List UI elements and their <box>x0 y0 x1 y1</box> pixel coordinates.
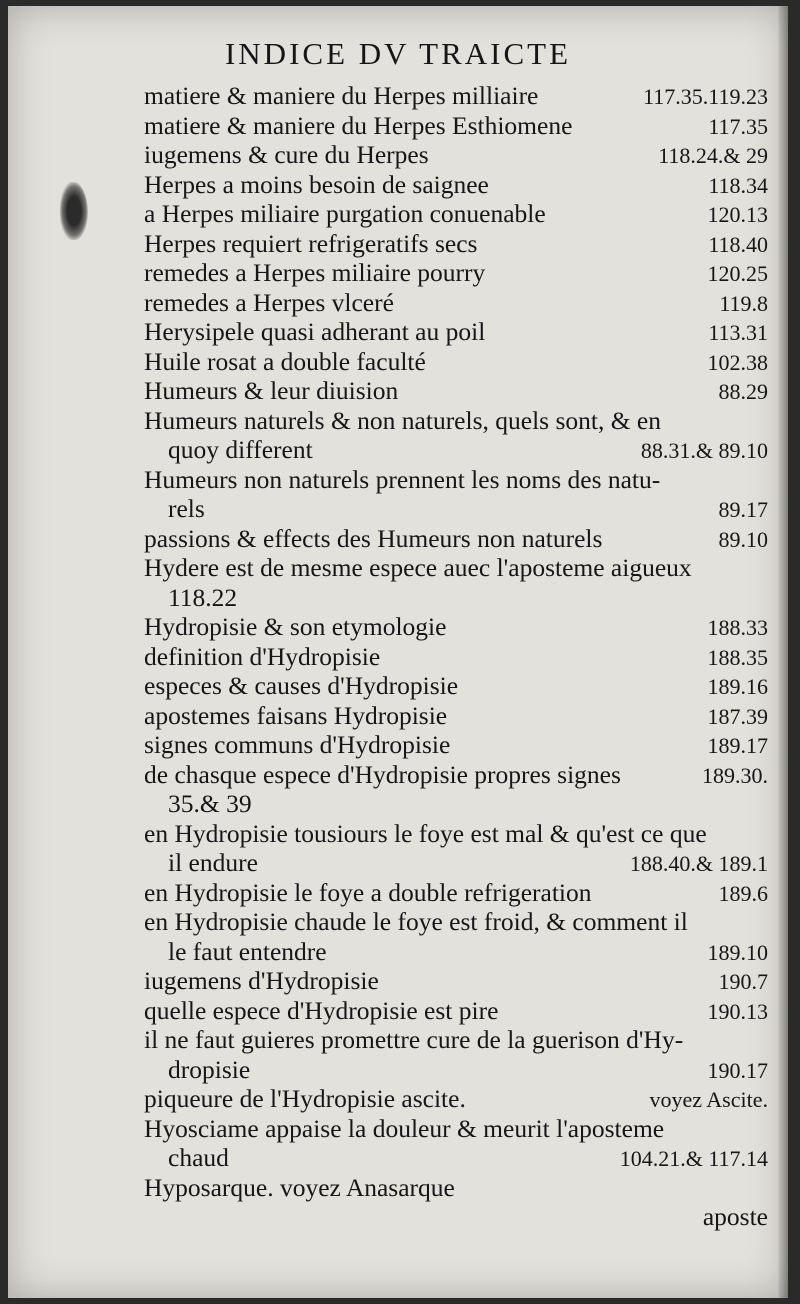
entry-page-ref: 190.13 <box>707 998 768 1024</box>
entry-page-ref: 187.39 <box>707 703 768 729</box>
index-entry <box>144 317 768 347</box>
index-entry <box>144 81 768 111</box>
index-entry <box>144 1173 768 1203</box>
entry-text: matiere & maniere du Herpes milliaire <box>144 81 539 110</box>
index-entry <box>144 730 768 760</box>
index-entry <box>144 435 768 465</box>
index-entry <box>144 258 768 288</box>
index-entry <box>144 996 768 1026</box>
entry-page-ref: 189.6 <box>718 880 768 906</box>
entry-text: en Hydropisie chaude le foye est froid, & comment il <box>144 907 688 936</box>
entry-page-ref: 102.38 <box>707 349 768 375</box>
entry-text: en Hydropisie tousiours le foye est mal & qu'est ce que <box>144 818 707 848</box>
entry-text: remedes a Herpes miliaire pourry <box>144 258 486 287</box>
index-entry <box>144 494 768 524</box>
entry-page-ref: 119.8 <box>719 290 768 316</box>
index-entry <box>144 376 768 406</box>
entry-text: de chasque espece d'Hydropisie propres signes <box>144 759 621 789</box>
entry-page-ref: 189.16 <box>707 674 768 699</box>
entry-page-ref: 117.35.119.23 <box>643 84 768 109</box>
index-entry <box>144 789 768 819</box>
entry-page-ref: voyez Ascite. <box>649 1087 768 1112</box>
entry-page-ref: 190.7 <box>718 969 768 994</box>
index-entry <box>144 878 768 908</box>
index-entry <box>144 907 768 937</box>
index-entry <box>144 612 768 642</box>
entry-text: Herpes a moins besoin de saignee <box>144 169 489 199</box>
entry-page-ref: 113.31 <box>708 320 768 345</box>
entry-page-ref: 188.33 <box>707 615 768 640</box>
index-entry <box>144 465 768 495</box>
entry-text: rels <box>168 494 205 523</box>
entry-text: Humeurs naturels & non naturels, quels sont, & en <box>144 405 661 435</box>
entry-text: chaud <box>168 1143 229 1172</box>
index-entry <box>144 406 768 436</box>
entry-text: 35.& 39 <box>168 789 252 818</box>
index-entries <box>144 81 768 1232</box>
entry-text: 118.22 <box>168 582 238 612</box>
entry-text: a Herpes miliaire purgation conuenable <box>144 199 546 228</box>
entry-text: Herpes requiert refrigeratifs secs <box>144 228 478 258</box>
entry-text: remedes a Herpes vlceré <box>144 287 394 317</box>
entry-text: Hydere est de mesme espece auec l'aposteme aigueux <box>144 553 692 582</box>
index-entry <box>144 760 768 790</box>
entry-text: en Hydropisie le foye a double refrigeration <box>144 877 592 907</box>
index-entry <box>144 583 768 613</box>
index-entry <box>144 1055 768 1085</box>
book-page <box>8 6 788 1298</box>
catchword-row <box>144 1202 768 1232</box>
entry-page-ref: 189.17 <box>707 733 768 758</box>
entry-text: especes & causes d'Hydropisie <box>144 671 459 700</box>
entry-page-ref: 188.35 <box>707 644 768 670</box>
entry-page-ref: 120.25 <box>707 261 768 286</box>
entry-text: il ne faut guieres promettre cure de la guerison d'Hy- <box>144 1025 684 1054</box>
entry-text: Humeurs non naturels prennent les noms des natu- <box>144 464 661 494</box>
index-entry <box>144 701 768 731</box>
index-entry <box>144 642 768 672</box>
entry-page-ref: 117.35 <box>708 113 768 139</box>
entry-text: passions & effects des Humeurs non naturels <box>144 523 603 553</box>
entry-text: signes communs d'Hydropisie <box>144 730 451 759</box>
entry-text: Humeurs & leur diuision <box>144 376 399 405</box>
entry-page-ref: 89.10 <box>718 526 768 552</box>
entry-page-ref: 189.10 <box>707 939 768 965</box>
index-entry <box>144 848 768 878</box>
entry-page-ref: 120.13 <box>707 202 768 227</box>
catchword: aposte <box>702 1202 768 1231</box>
entry-page-ref: 189.30. <box>702 762 768 788</box>
index-entry <box>144 1025 768 1055</box>
entry-page-ref: 88.31.& 89.10 <box>640 438 768 463</box>
entry-text: matiere & maniere du Herpes Esthiomene <box>144 110 573 140</box>
index-entry <box>144 1114 768 1144</box>
entry-text: dropisie <box>168 1054 251 1084</box>
entry-text: le faut entendre <box>168 936 327 966</box>
ink-blot <box>60 182 88 240</box>
entry-page-ref: 104.21.& 117.14 <box>619 1146 768 1171</box>
index-entry <box>144 1084 768 1114</box>
entry-page-ref: 118.24.& 29 <box>658 143 768 168</box>
index-entry <box>144 199 768 229</box>
running-header: INDICE DV TRAICTE <box>224 36 572 71</box>
index-entry <box>144 288 768 318</box>
entry-text: quelle espece d'Hydropisie est pire <box>144 995 499 1025</box>
index-entry <box>144 671 768 701</box>
entry-page-ref: 89.17 <box>718 497 768 522</box>
entry-text: Hyosciame appaise la douleur & meurit l'aposteme <box>144 1113 665 1143</box>
index-entry <box>144 819 768 849</box>
entry-page-ref: 88.29 <box>718 379 768 404</box>
entry-text: Hydropisie & son etymologie <box>144 612 447 641</box>
index-entry <box>144 1143 768 1173</box>
entry-text: apostemes faisans Hydropisie <box>144 700 448 730</box>
index-entry <box>144 229 768 259</box>
index-entry <box>144 937 768 967</box>
entry-page-ref: 118.34 <box>708 172 768 198</box>
entry-text: definition d'Hydropisie <box>144 641 381 671</box>
entry-text: Herysipele quasi adherant au poil <box>144 317 486 346</box>
entry-text: iugemens & cure du Herpes <box>144 140 429 169</box>
page-edge-shadow <box>778 6 788 1298</box>
entry-text: iugemens d'Hydropisie <box>144 966 379 995</box>
entry-text: Hyposarque. voyez Anasarque <box>144 1172 455 1202</box>
entry-text: Huile rosat a double faculté <box>144 346 426 376</box>
entry-page-ref: 118.40 <box>708 231 768 257</box>
index-entry <box>144 140 768 170</box>
entry-page-ref: 190.17 <box>707 1057 768 1083</box>
index-entry <box>144 966 768 996</box>
index-entry <box>144 553 768 583</box>
entry-text: piqueure de l'Hydropisie ascite. <box>144 1084 466 1113</box>
index-entry <box>144 347 768 377</box>
entry-page-ref: 188.40.& 189.1 <box>629 851 768 876</box>
index-entry <box>144 111 768 141</box>
index-entry <box>144 524 768 554</box>
entry-text: il endure <box>168 848 258 877</box>
entry-text: quoy different <box>168 435 313 464</box>
index-entry <box>144 170 768 200</box>
